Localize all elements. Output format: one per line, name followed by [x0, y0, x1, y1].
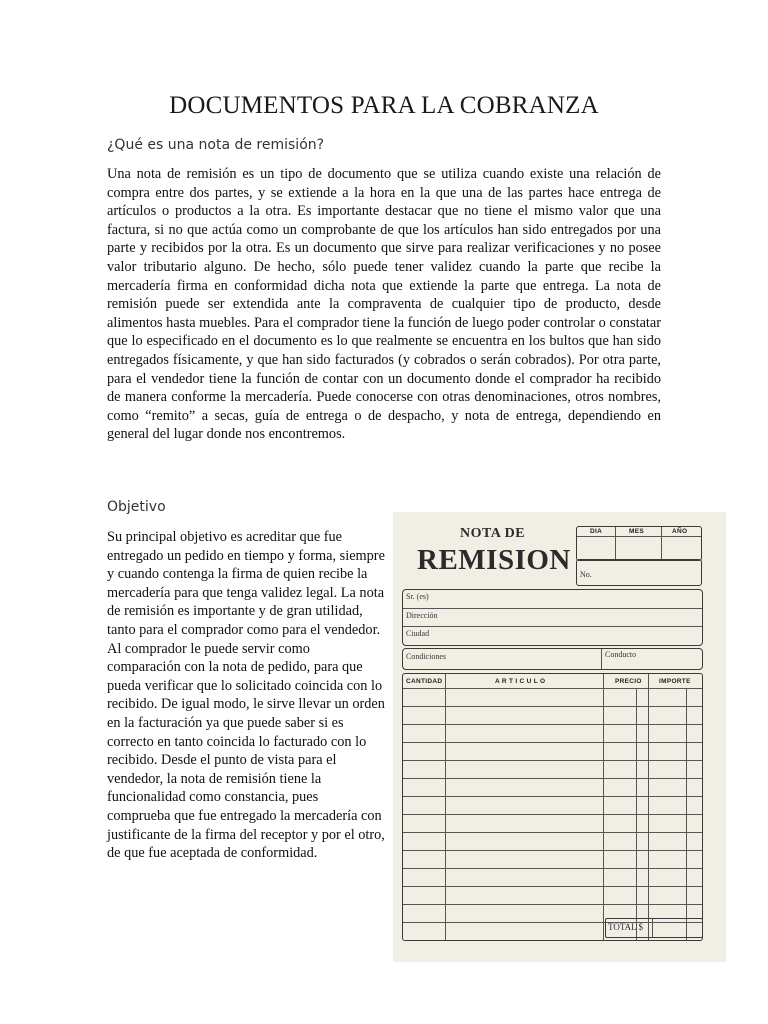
- form-conducto-label: Conducto: [605, 650, 637, 659]
- form-importe-header: IMPORTE: [659, 678, 691, 685]
- form-remision-title: REMISION: [417, 544, 571, 576]
- form-ciudad-label: Ciudad: [406, 629, 430, 638]
- form-condiciones-label: Condiciones: [406, 652, 446, 661]
- form-precio-header: PRECIO: [615, 678, 642, 685]
- form-sr-label: Sr. (es): [406, 592, 429, 601]
- form-total-box: [605, 918, 703, 938]
- form-direccion-label: Dirección: [406, 611, 438, 620]
- form-articulo-header: A R T I C U L O: [495, 678, 546, 685]
- form-no-label: No.: [580, 570, 592, 579]
- form-total-label: TOTAL $: [608, 922, 644, 932]
- remision-form-image: [393, 512, 726, 962]
- form-nota-de: NOTA DE: [460, 526, 526, 541]
- section-body-objetivo: Su principal objetivo es acreditar que fue entregado un pedido en tiempo y forma, siempre y cuando contenga la firma de quien recibe la mercadería para que tenga validez legal. La nota de remisión es importante y de gran utilidad, tanto para el comprador como para el vendedor. Al comprador le puede servir como comparación con la nota de pedido, para que pueda verificar que lo solicitado coincida con lo recibido. De igual modo, le sirve llevar un orden en la facturación ya que puede saber si es correcto en tanto coincida lo facturado con lo recibido. Desde el punto de vista para el vendedor, la nota de remisión tiene la funcionalidad como constancia, pues comprueba que fue entregado la mercadería con justificante de la firma del receptor y por el otro, de que fue aceptada de conformidad.: [107, 529, 385, 862]
- form-conditions-box: [402, 648, 703, 670]
- form-mes-label: MES: [629, 528, 644, 535]
- page-title: DOCUMENTOS PARA LA COBRANZA: [169, 92, 599, 119]
- section-body-nota-remision: Una nota de remisión es un tipo de documento que se utiliza cuando existe una relación de compra entre dos partes, y se extiende a la hora en la que una de las partes hace entrega de artículos o productos a la otra. Es importante destacar que no tiene el mismo valor que una factura, si no que actúa como un comprobante de que los artículos han sido entregados por una parte y recibidos por la otra. Es un documento que sirve para realizar verificaciones y no posee valor tributario alguno. De hecho, sólo puede tener validez cuando la parte que recibe la mercadería firma en conformidad dicha nota que extiende la parte que entrega. La nota de remisión puede ser extendida ante la compraventa de cualquier tipo de producto, desde alimentos hasta muebles. Para el comprador tiene la función de luego poder controlar o constatar que lo especificado en el documento es lo que realmente se encuentra en los bultos que han sido entregados físicamente, y que han sido facturados (y cobrados o serán cobrados). Por otra parte, para el vendedor tiene la función de contar con un documento donde el comprador ha recibido de manera conforme la mercadería. Puede conocerse con otras denominaciones, otros nombres, como “remito” a secas, guía de entrega o de despacho, y nota de entrega, dependiendo en general del lugar donde nos encontremos.: [107, 166, 661, 443]
- form-ano-label: AÑO: [672, 528, 688, 535]
- form-items-table: [402, 673, 703, 941]
- form-number-box: [576, 559, 702, 586]
- section-heading-objetivo: Objetivo: [107, 499, 166, 515]
- section-heading-nota-remision: ¿Qué es una nota de remisión?: [107, 137, 325, 153]
- form-cantidad-header: CANTIDAD: [406, 678, 443, 685]
- form-dia-label: DIA: [590, 528, 603, 535]
- form-date-box: [576, 526, 702, 561]
- form-customer-box: [402, 589, 703, 646]
